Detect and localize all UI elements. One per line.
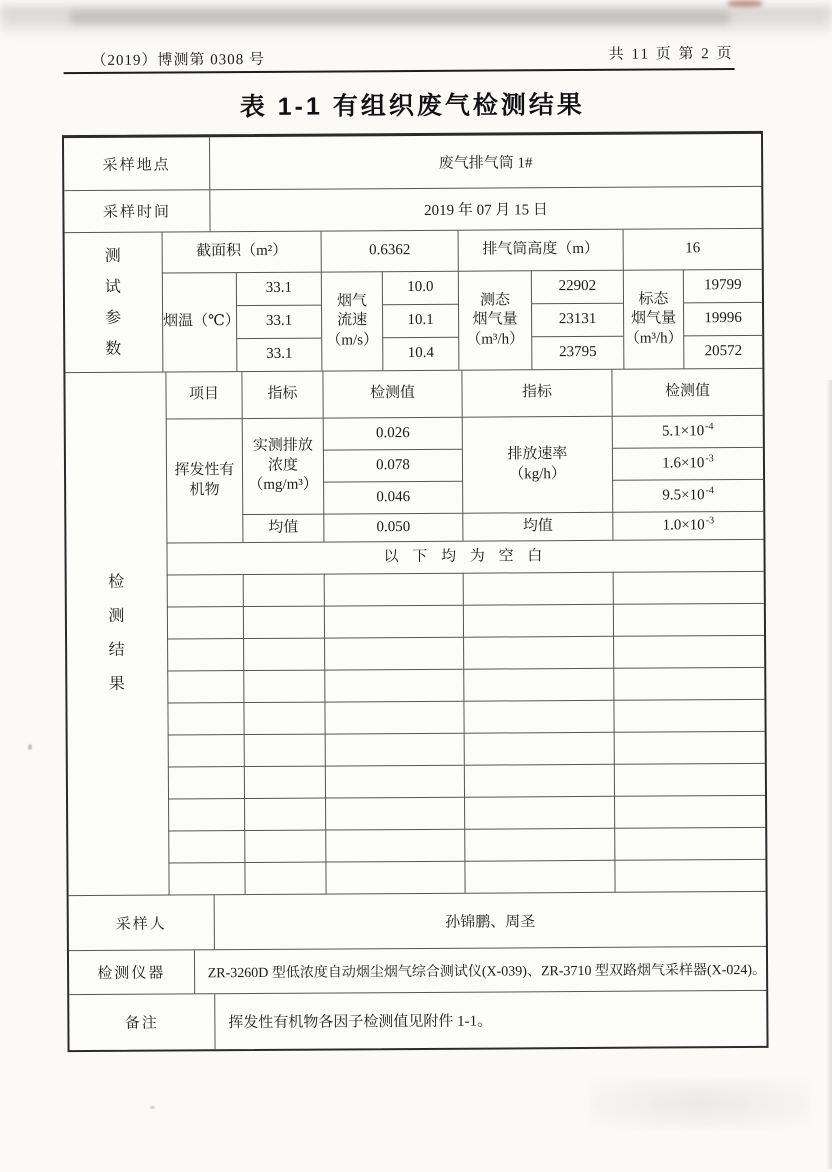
empty-cell bbox=[325, 861, 464, 894]
conc-label: 实测排放 浓度 （mg/m³） bbox=[242, 418, 324, 514]
rate-avg-label: 均值 bbox=[462, 512, 612, 541]
empty-cell bbox=[614, 859, 765, 892]
empty-cell bbox=[168, 798, 244, 830]
sampling-location-value: 废气排气筒 1# bbox=[209, 134, 761, 189]
conc-value-1: 0.026 bbox=[323, 417, 462, 450]
standard-flow-value-2: 19996 bbox=[683, 302, 762, 335]
conc-value-3: 0.046 bbox=[323, 481, 462, 514]
empty-cell bbox=[167, 702, 243, 734]
test-parameters-label: 测 试 参 数 bbox=[104, 247, 123, 358]
conc-value-2: 0.078 bbox=[323, 449, 462, 482]
area-value: 0.6362 bbox=[321, 231, 458, 272]
rate-value-3: 9.5×10 $^{-4}$ bbox=[612, 479, 763, 512]
empty-cell bbox=[243, 702, 324, 734]
remark-label: 备注 bbox=[124, 1015, 159, 1032]
standard-flow-value-3: 20572 bbox=[683, 335, 762, 368]
empty-cell bbox=[325, 733, 464, 766]
empty-cell bbox=[168, 862, 244, 894]
temp-value-3: 33.1 bbox=[236, 338, 321, 372]
temp-value-2: 33.1 bbox=[236, 305, 321, 339]
conc-avg-label: 均值 bbox=[242, 514, 323, 542]
empty-cell bbox=[613, 635, 764, 668]
conc-avg-value: 0.050 bbox=[323, 513, 462, 542]
instrument-row bbox=[69, 946, 766, 994]
rate-avg-value: 1.0×10 $^{-3}$ bbox=[612, 511, 763, 540]
empty-cell bbox=[614, 795, 765, 828]
results-body bbox=[165, 369, 765, 895]
velocity-value-3: 10.4 bbox=[382, 337, 458, 370]
sampler-value: 孙锦鹏、周圣 bbox=[214, 892, 766, 949]
results-grid bbox=[165, 369, 763, 575]
empty-cell bbox=[614, 763, 765, 796]
velocity-label: 烟气 流速 （m/s） bbox=[321, 271, 383, 370]
col-header-value1: 检测值 bbox=[322, 371, 461, 418]
empty-cell bbox=[167, 638, 243, 670]
remark-value: 挥发性有机物各因子检测值见附件 1-1。 bbox=[214, 991, 766, 1049]
empty-cell bbox=[325, 765, 464, 798]
empty-cell bbox=[464, 860, 614, 893]
table-title: 表 1-1 有组织废气检测结果 bbox=[239, 90, 585, 122]
empty-cell bbox=[168, 734, 244, 766]
empty-cell bbox=[464, 732, 614, 765]
measured-flow-value-1: 22902 bbox=[531, 270, 623, 304]
standard-flow-label: 标态 烟气量 （m³/h） bbox=[623, 269, 684, 368]
sampling-location-label: 采样地点 bbox=[102, 156, 171, 174]
sampling-time-label: 采样时间 bbox=[102, 204, 171, 221]
empty-cell bbox=[244, 766, 325, 798]
sampling-time-row bbox=[64, 186, 761, 232]
col-header-item: 项目 bbox=[165, 372, 241, 418]
empty-cell bbox=[614, 731, 765, 764]
test-parameters-section bbox=[65, 228, 763, 372]
area-label: 截面积（m²） bbox=[162, 232, 321, 273]
empty-cell bbox=[325, 829, 464, 862]
empty-cell bbox=[243, 638, 324, 670]
instrument-label: 检测仪器 bbox=[97, 965, 166, 982]
empty-cell bbox=[613, 603, 764, 636]
col-header-index2: 指标 bbox=[461, 370, 611, 417]
empty-cell bbox=[243, 670, 324, 702]
empty-cell bbox=[614, 827, 765, 860]
empty-cell bbox=[244, 798, 325, 830]
empty-cell bbox=[463, 700, 613, 733]
empty-cell bbox=[167, 670, 243, 702]
item-voc: 挥发性有 机物 bbox=[166, 418, 243, 542]
velocity-value-2: 10.1 bbox=[382, 304, 458, 337]
doc-number: （2019）博测第 0308 号 bbox=[91, 51, 266, 69]
velocity-value-1: 10.0 bbox=[382, 271, 458, 304]
test-parameters-grid bbox=[162, 229, 763, 372]
empty-cell bbox=[244, 862, 325, 894]
page-count: 共 11 页 第 2 页 bbox=[608, 46, 734, 63]
results-section bbox=[65, 368, 765, 895]
empty-cell bbox=[464, 796, 614, 829]
empty-cell bbox=[243, 606, 324, 638]
empty-cell bbox=[324, 637, 463, 670]
empty-cell bbox=[464, 828, 614, 861]
measured-flow-value-3: 23795 bbox=[531, 336, 623, 370]
sampling-time-value: 2019 年 07 月 15 日 bbox=[209, 187, 761, 231]
measured-flow-label: 测态 烟气量 （m³/h） bbox=[458, 270, 532, 369]
results-label: 检 测 结 果 bbox=[108, 573, 126, 693]
empty-cell bbox=[463, 604, 613, 637]
instrument-value: ZR-3260D 型低浓度自动烟尘烟气综合测试仪(X-039)、ZR-3710 型双路烟气采样器(X-024)。 bbox=[194, 947, 767, 993]
stack-height-label: 排气筒高度（m） bbox=[458, 230, 623, 271]
sampling-location-row bbox=[64, 134, 761, 190]
empty-cell bbox=[613, 667, 764, 700]
temp-label: 烟温（℃） bbox=[162, 272, 237, 371]
standard-flow-value-1: 19799 bbox=[683, 269, 762, 302]
empty-cell bbox=[463, 636, 613, 669]
sampler-label: 采样人 bbox=[115, 916, 167, 933]
stack-height-value: 16 bbox=[623, 229, 762, 270]
empty-cell bbox=[324, 669, 463, 702]
col-header-value2: 检测值 bbox=[611, 369, 762, 416]
results-table bbox=[62, 131, 769, 1052]
sampler-row bbox=[69, 891, 766, 950]
empty-cell bbox=[244, 830, 325, 862]
empty-cell bbox=[168, 766, 244, 798]
col-header-index1: 指标 bbox=[241, 372, 322, 418]
rate-value-1: 5.1×10 $^{-4}$ bbox=[612, 415, 763, 448]
empty-cell bbox=[324, 701, 463, 734]
empty-cell bbox=[464, 764, 614, 797]
remark-row bbox=[69, 990, 766, 1050]
empty-grid bbox=[167, 571, 766, 895]
empty-cell bbox=[168, 830, 244, 862]
empty-cell bbox=[325, 797, 464, 830]
empty-cell bbox=[167, 574, 243, 606]
empty-cell bbox=[613, 699, 764, 732]
blank-note: 以 下 均 为 空 白 bbox=[166, 539, 763, 575]
temp-value-1: 33.1 bbox=[236, 272, 321, 306]
empty-cell bbox=[243, 574, 324, 606]
empty-cell bbox=[463, 668, 613, 701]
empty-cell bbox=[167, 606, 243, 638]
empty-cell bbox=[324, 573, 463, 606]
empty-cell bbox=[324, 605, 463, 638]
empty-cell bbox=[613, 571, 764, 604]
empty-cell bbox=[463, 572, 613, 605]
measured-flow-value-2: 23131 bbox=[531, 303, 623, 337]
rate-label: 排放速率 （kg/h） bbox=[462, 416, 613, 513]
empty-cell bbox=[244, 734, 325, 766]
rate-value-2: 1.6×10 $^{-3}$ bbox=[612, 447, 763, 480]
